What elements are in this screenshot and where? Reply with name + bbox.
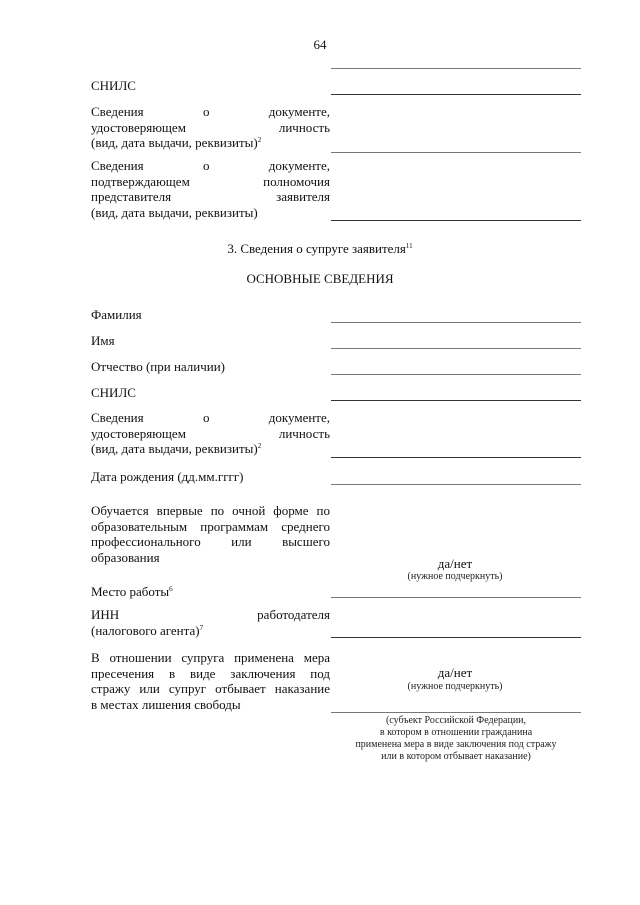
- patronymic-label: Отчество (при наличии): [91, 359, 226, 374]
- previous-field-line[interactable]: [331, 68, 581, 69]
- spouse-snils-label: СНИЛС: [91, 385, 136, 400]
- surname-label: Фамилия: [91, 307, 142, 322]
- region-caption: (субъект Российской Федерации, в котором в отношении гражданина применена мера в виде заключения под стражу или в котором отбывает наказание): [355, 715, 557, 762]
- name-field[interactable]: [331, 348, 581, 349]
- identity-doc-field[interactable]: [331, 152, 581, 153]
- identity-doc-label: Сведения о документе, удостоверяющем личность (вид, дата выдачи, реквизиты)$^2$: [91, 104, 330, 150]
- birth-date-label: Дата рождения (дд.мм.гггг): [91, 469, 244, 484]
- detention-answer[interactable]: да/нет: [437, 665, 473, 680]
- study-question-label: Обучается впервые по очной форме по образовательным программам среднего профессионального или высшего образования: [91, 503, 330, 565]
- workplace-field[interactable]: [331, 597, 581, 598]
- birth-date-field[interactable]: [331, 484, 581, 485]
- workplace-label: Место работы$^6$: [91, 584, 173, 599]
- snils-field[interactable]: [331, 94, 581, 95]
- section-heading: 3. Сведения о супруге заявителя$^{11}$: [227, 241, 413, 256]
- spouse-identity-doc-field[interactable]: [331, 457, 581, 458]
- representative-doc-field[interactable]: [331, 220, 581, 221]
- spouse-snils-field[interactable]: [331, 400, 581, 401]
- inn-field[interactable]: [331, 637, 581, 638]
- study-answer-hint: (нужное подчеркнуть): [407, 571, 503, 582]
- name-label: Имя: [91, 333, 115, 348]
- detention-question-label: В отношении супруга применена мера пресечения в виде заключения под стражу или супруг отбывает наказание в местах лишения свободы: [91, 650, 330, 712]
- inn-label: ИНН работодателя (налогового агента)$^7$: [91, 607, 330, 638]
- representative-doc-label: Сведения о документе, подтверждающем полномочия представителя заявителя (вид, дата выдачи, реквизиты): [91, 158, 330, 220]
- page-number: 64: [313, 37, 327, 52]
- patronymic-field[interactable]: [331, 374, 581, 375]
- detention-answer-hint: (нужное подчеркнуть): [407, 681, 503, 692]
- region-field[interactable]: [331, 712, 581, 713]
- snils-label: СНИЛС: [91, 78, 136, 93]
- spouse-identity-doc-label: Сведения о документе, удостоверяющем личность (вид, дата выдачи, реквизиты)$^2$: [91, 410, 330, 456]
- surname-field[interactable]: [331, 322, 581, 323]
- section-subheading: ОСНОВНЫЕ СВЕДЕНИЯ: [246, 271, 394, 286]
- study-answer[interactable]: да/нет: [437, 556, 473, 571]
